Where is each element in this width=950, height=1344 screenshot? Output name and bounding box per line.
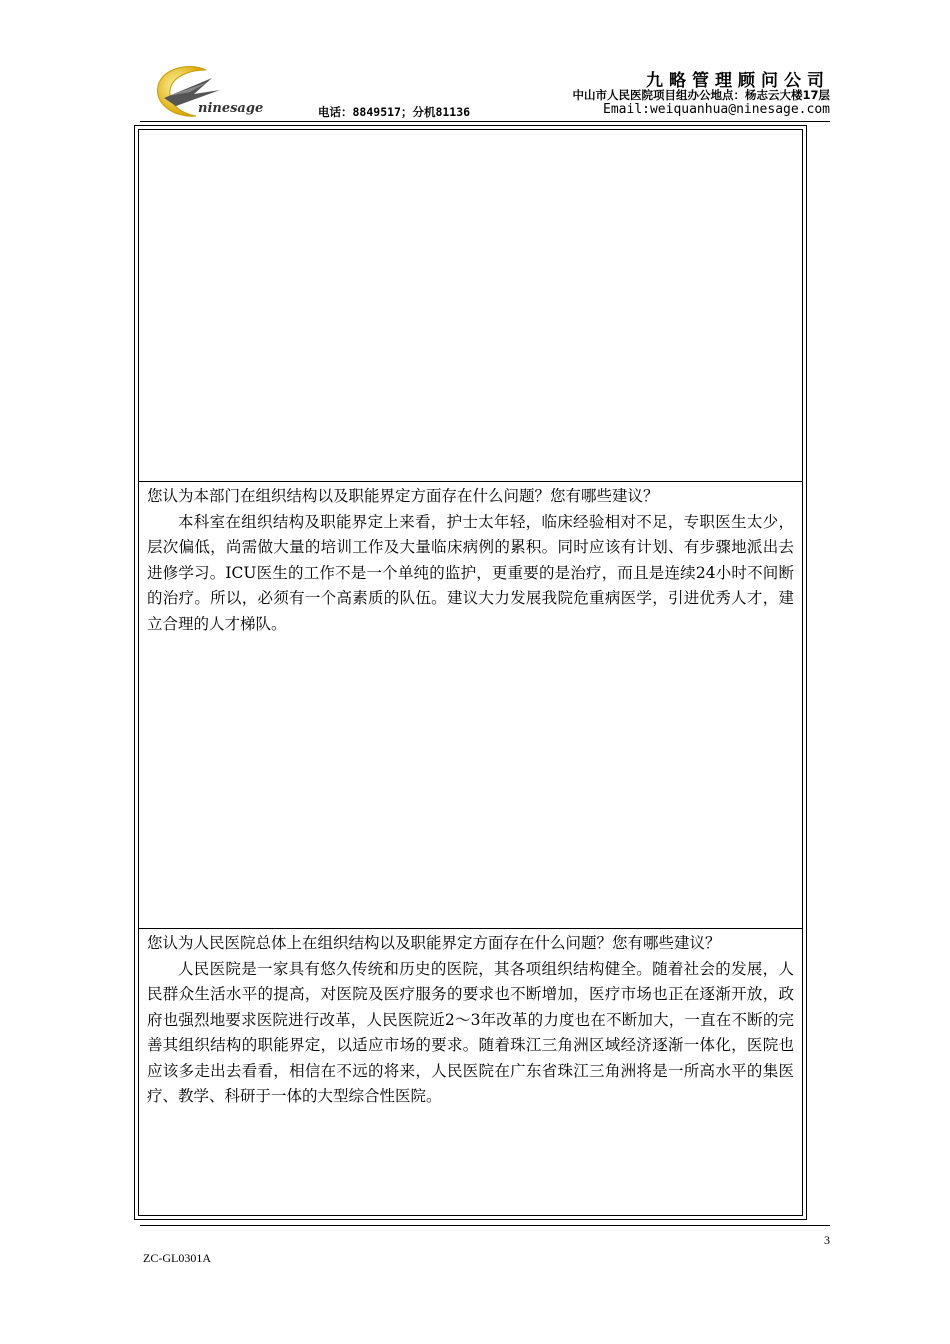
ninesage-logo (150, 60, 268, 124)
company-name: 九略管理顾问公司 (646, 71, 830, 91)
footer-divider (140, 1225, 830, 1226)
answer-cell-blank (139, 130, 802, 482)
question-hospital: 您认为人民医院总体上在组织结构以及职能界定方面存在什么问题？您有哪些建议？ (147, 934, 721, 952)
department-structure-cell (139, 482, 802, 929)
header-divider (140, 121, 830, 122)
questionnaire-table-inner (138, 129, 803, 1216)
logo-wordmark: ninesage (198, 101, 264, 116)
document-code: ZC-GL0301A (143, 1251, 211, 1265)
page-number: 3 (824, 1233, 830, 1247)
hospital-structure-cell (139, 929, 802, 1215)
email-address: Email:weiquanhua@ninesage.com (603, 102, 830, 117)
office-address: 中山市人民医院项目组办公地点：杨志云大楼17层 (572, 88, 830, 102)
questionnaire-table (134, 125, 807, 1220)
answer-department: 本科室在组织结构及职能界定上来看，护士太年轻，临床经验相对不足，专职医生太少，层次偏低，尚需做大量的培训工作及大量临床病例的累积。同时应该有计划、有步骤地派出去进修学习。ICU医生的工作不是一个单纯的监护，更重要的是治疗，而且是连续24小时不间断的治疗。所以，必须有一个高素质的队伍。建议大力发展我院危重病医学，引进优秀人才，建立合理的人才梯队。 (147, 512, 794, 633)
answer-hospital: 人民医院是一家具有悠久传统和历史的医院，其各项组织结构健全。随着社会的发展，人民群众生活水平的提高，对医院及医疗服务的要求也不断增加，医疗市场也正在逐渐开放，政府也强烈地要求医院进行改革，人民医院近2～3年改革的力度也在不断加大，一直在不断的完善其组织结构的职能界定，以适应市场的要求。随着珠江三角洲区域经济逐渐一体化，医院也应该多走出去看看，相信在不远的将来，人民医院在广东省珠江三角洲将是一所高水平的集医疗、教学、科研于一体的大型综合性医院。 (147, 959, 794, 1105)
phone-number: 电话：8849517；分机81136 (318, 105, 471, 119)
question-department: 您认为本部门在组织结构以及职能界定方面存在什么问题？您有哪些建议？ (147, 487, 659, 505)
